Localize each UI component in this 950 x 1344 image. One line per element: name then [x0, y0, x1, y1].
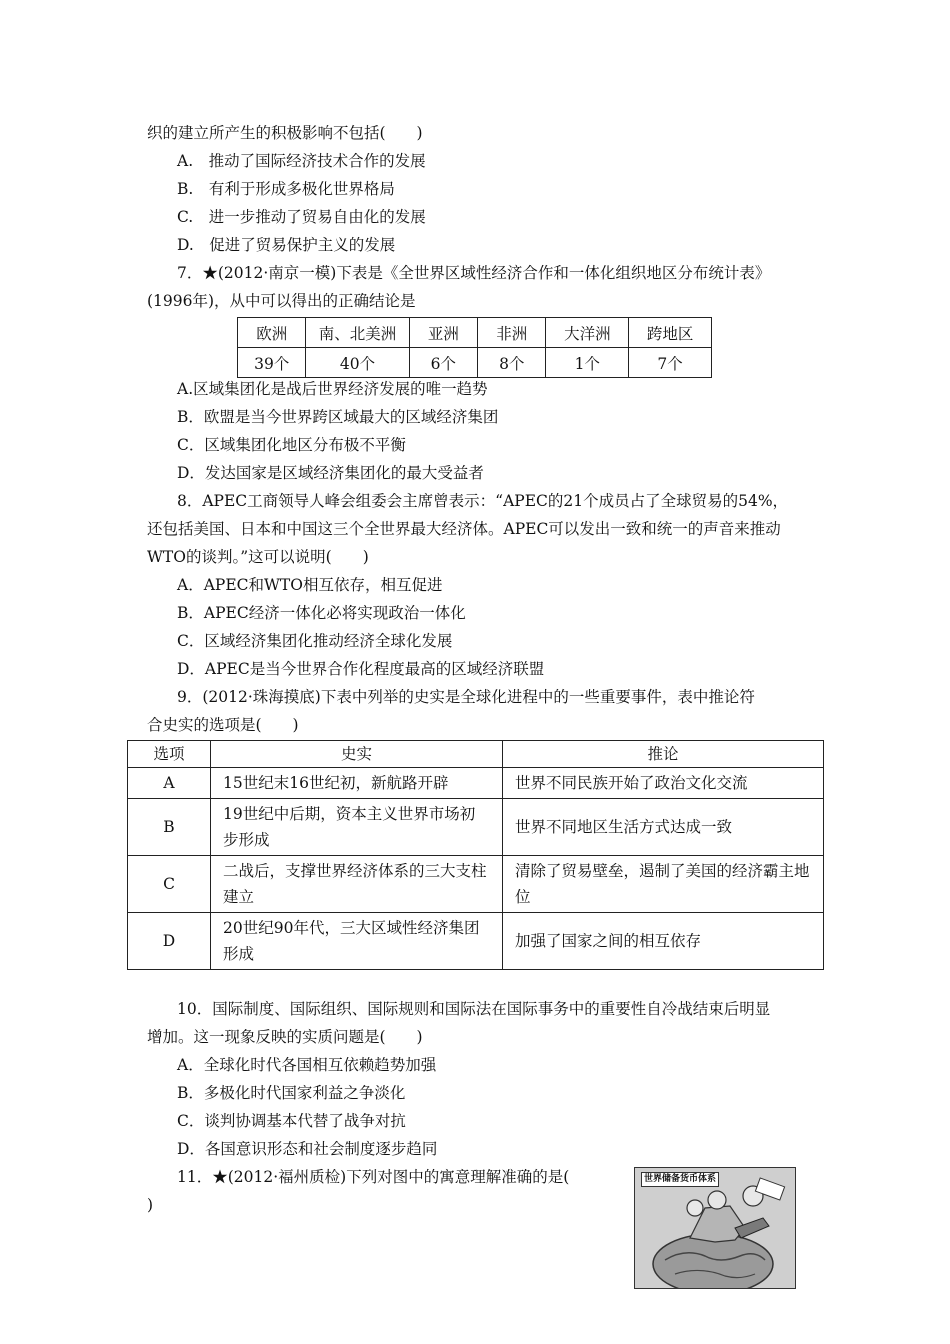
intro-line: 织的建立所产生的积极影响不包括( )	[147, 124, 423, 142]
currency-cartoon-image	[634, 1167, 796, 1289]
table-row	[128, 856, 824, 913]
q6-option-b: B. 有利于形成多极化世界格局	[177, 180, 395, 198]
table-row	[128, 799, 824, 856]
q7-value-europe: 39个	[238, 348, 306, 378]
q9-table	[127, 740, 824, 970]
table-row	[128, 913, 824, 970]
q10-stem-line2: 增加。这一现象反映的实质问题是( )	[147, 1028, 423, 1046]
q7-option-b: B．欧盟是当今世界跨区域最大的区域经济集团	[177, 408, 499, 426]
q9-row-c-fact: 二战后，支撑世界经济体系的三大支柱建立	[211, 856, 503, 913]
q9-row-d-inference: 加强了国家之间的相互依存	[503, 913, 824, 970]
q6-option-a: A. 推动了国际经济技术合作的发展	[177, 152, 426, 170]
q7-value-asia: 6个	[409, 348, 477, 378]
q8-stem-line3: WTO的谈判。”这可以说明( )	[147, 548, 369, 566]
q7-value-americas: 40个	[306, 348, 409, 378]
q7-option-d: D．发达国家是区域经济集团化的最大受益者	[177, 464, 484, 482]
q8-stem-line1: 8．APEC工商领导人峰会组委会主席曾表示：“APEC的21个成员占了全球贸易的54%，	[177, 492, 789, 510]
q7-option-a: A.区域集团化是战后世界经济发展的唯一趋势	[177, 380, 488, 398]
q8-option-c: C．区域经济集团化推动经济全球化发展	[177, 632, 453, 650]
q8-option-a: A．APEC和WTO相互依存，相互促进	[177, 576, 443, 594]
q7-value-oceania: 1个	[546, 348, 629, 378]
q10-stem-line1: 10．国际制度、国际组织、国际规则和国际法在国际事务中的重要性自冷战结束后明显	[177, 1000, 771, 1018]
q7-stem-line1: 7．★(2012·南京一模)下表是《全世界区域性经济合作和一体化组织地区分布统计表》	[177, 264, 771, 282]
q9-row-a-inference: 世界不同民族开始了政治文化交流	[503, 768, 824, 799]
q10-option-b: B．多极化时代国家利益之争淡化	[177, 1084, 406, 1102]
q7-table-header-row	[238, 318, 712, 348]
q9-row-a-fact: 15世纪末16世纪初，新航路开辟	[211, 768, 503, 799]
q7-option-c: C．区域集团化地区分布极不平衡	[177, 436, 406, 454]
q9-row-a-option: A	[128, 768, 211, 799]
q9-row-b-inference: 世界不同地区生活方式达成一致	[503, 799, 824, 856]
q10-option-d: D．各国意识形态和社会制度逐步趋同	[177, 1140, 438, 1158]
q9-row-b-fact: 19世纪中后期，资本主义世界市场初步形成	[211, 799, 503, 856]
q9-header-fact: 史实	[211, 741, 503, 768]
q7-header-asia: 亚洲	[409, 318, 477, 348]
q9-row-c-inference: 清除了贸易壁垒，遏制了美国的经济霸主地位	[503, 856, 824, 913]
q7-table	[237, 317, 712, 378]
q6-option-d: D. 促进了贸易保护主义的发展	[177, 236, 396, 254]
q7-header-oceania: 大洋洲	[546, 318, 629, 348]
q7-header-cross-region: 跨地区	[629, 318, 712, 348]
cartoon-banner: 世界储备货币体系	[641, 1172, 719, 1187]
table-row	[128, 768, 824, 799]
q7-value-africa: 8个	[478, 348, 546, 378]
q9-stem-line2: 合史实的选项是( )	[147, 716, 299, 734]
q11-stem-line1: 11．★(2012·福州质检)下列对图中的寓意理解准确的是(	[177, 1168, 570, 1186]
q9-row-b-option: B	[128, 799, 211, 856]
q9-header-option: 选项	[128, 741, 211, 768]
q7-header-americas: 南、北美洲	[306, 318, 409, 348]
q7-header-europe: 欧洲	[238, 318, 306, 348]
q8-option-d: D．APEC是当今世界合作化程度最高的区域经济联盟	[177, 660, 545, 678]
q9-header-inference: 推论	[503, 741, 824, 768]
q8-option-b: B．APEC经济一体化必将实现政治一体化	[177, 604, 466, 622]
q7-stem-line2: (1996年)，从中可以得出的正确结论是	[147, 292, 416, 310]
q9-table-header-row	[128, 741, 824, 768]
q10-option-a: A．全球化时代各国相互依赖趋势加强	[177, 1056, 437, 1074]
q7-header-africa: 非洲	[478, 318, 546, 348]
q9-row-c-option: C	[128, 856, 211, 913]
q9-row-d-fact: 20世纪90年代，三大区域性经济集团形成	[211, 913, 503, 970]
q7-value-cross-region: 7个	[629, 348, 712, 378]
q11-stem-line2: )	[147, 1196, 154, 1214]
q8-stem-line2: 还包括美国、日本和中国这三个全世界最大经济体。APEC可以发出一致和统一的声音来推动	[147, 520, 781, 538]
q7-table-value-row	[238, 348, 712, 378]
q10-option-c: C．谈判协调基本代替了战争对抗	[177, 1112, 406, 1130]
q9-stem-line1: 9．(2012·珠海摸底)下表中列举的史实是全球化进程中的一些重要事件，表中推论符	[177, 688, 755, 706]
q9-row-d-option: D	[128, 913, 211, 970]
q6-option-c: C. 进一步推动了贸易自由化的发展	[177, 208, 426, 226]
